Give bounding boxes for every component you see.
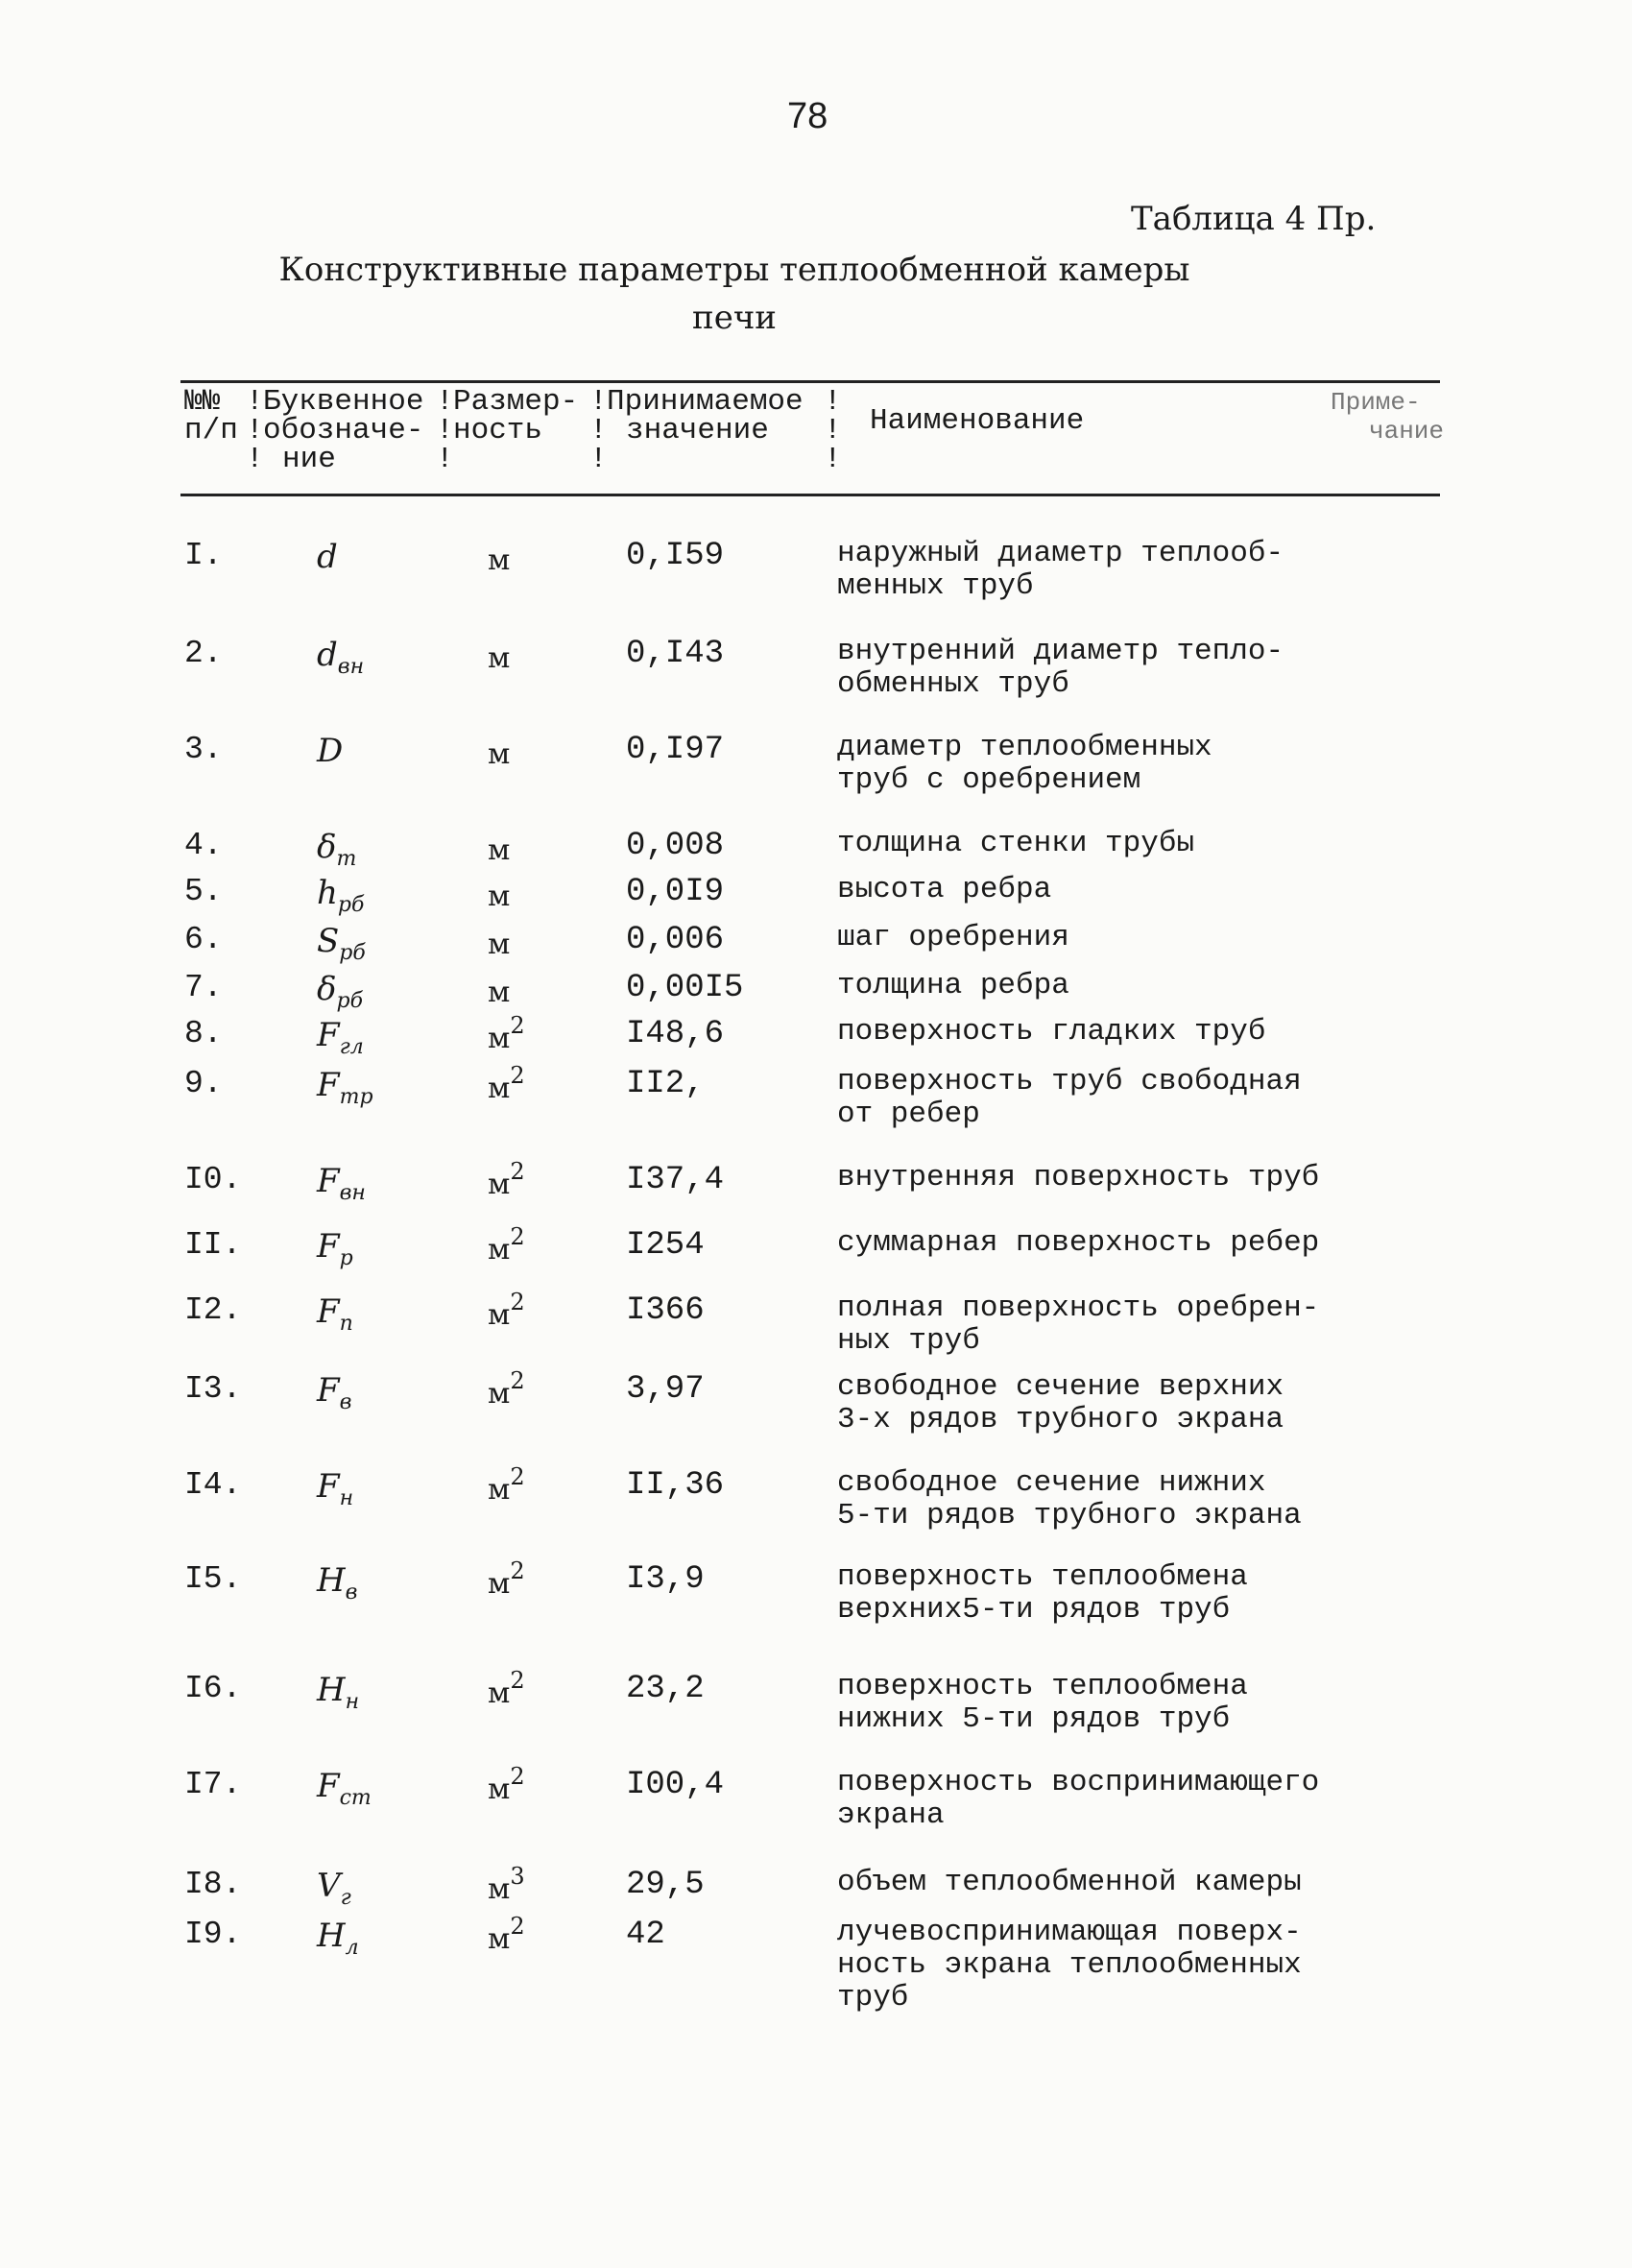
header-value: Принимаемое значение [607, 385, 804, 447]
row-value: 3,97 [626, 1371, 705, 1408]
row-number: 8. [184, 1016, 223, 1051]
row-number: I5. [184, 1561, 242, 1597]
row-unit: м [488, 641, 511, 675]
row-unit: м [488, 833, 511, 867]
row-name: поверхность труб свободная от ребер [837, 1065, 1302, 1131]
row-number: I6. [184, 1671, 242, 1706]
row-name: толщина стенки трубы [837, 827, 1195, 860]
row-symbol: $V_г$ [317, 1867, 351, 1910]
row-number: I4. [184, 1467, 242, 1503]
row-unit: м [488, 976, 511, 1009]
row-value: 0,008 [626, 828, 725, 864]
row-value: I00,4 [626, 1767, 725, 1803]
row-name: лучевоспринимающая поверх- ность экрана теплообменных труб [837, 1916, 1302, 2015]
header-separator: ! ! ! [824, 385, 842, 476]
row-symbol: $\delta_{рб}$ [317, 970, 363, 1013]
row-symbol: $F_{ст}$ [317, 1767, 372, 1810]
row-unit: $м^2$ [488, 1913, 525, 1956]
row-name: свободное сечение верхних 3-х рядов трубного экрана [837, 1370, 1284, 1436]
row-name: наружный диаметр теплооб- менных труб [837, 537, 1284, 603]
row-unit: $м^2$ [488, 1158, 525, 1201]
row-number: 4. [184, 828, 223, 863]
row-value: I3,9 [626, 1561, 705, 1598]
row-value: 23,2 [626, 1671, 705, 1707]
table-top-rule [180, 380, 1440, 383]
row-name: толщина ребра [837, 969, 1069, 1002]
row-unit: $м^2$ [488, 1667, 525, 1710]
row-symbol: $H_н$ [317, 1671, 360, 1714]
row-value: II2, [626, 1066, 705, 1102]
row-number: I. [184, 538, 223, 573]
row-number: 5. [184, 874, 223, 909]
row-number: 9. [184, 1066, 223, 1101]
row-value: 29,5 [626, 1867, 705, 1903]
row-symbol: $F_в$ [317, 1371, 352, 1414]
row-number: I8. [184, 1867, 242, 1902]
row-unit: $м^2$ [488, 1557, 525, 1601]
row-value: 0,I97 [626, 732, 725, 768]
row-unit: м [488, 880, 511, 913]
row-value: 0,I59 [626, 538, 725, 574]
header-separator: ! ! ! [589, 385, 608, 476]
row-symbol: $d_{вн}$ [317, 636, 365, 679]
row-unit: $м^2$ [488, 1763, 525, 1806]
header-name: Наименование [870, 404, 1085, 438]
row-number: 6. [184, 922, 223, 957]
row-name: внутренний диаметр тепло- обменных труб [837, 635, 1284, 701]
header-symbol: Буквенное обозначе- ние [263, 385, 424, 476]
page-number: 78 [787, 96, 828, 136]
row-number: II. [184, 1227, 242, 1263]
row-unit: $м^2$ [488, 1367, 525, 1411]
row-symbol: $F_н$ [317, 1467, 354, 1510]
table-caption: Конструктивные параметры теплообменной камеры [278, 251, 1190, 289]
row-number: 3. [184, 732, 223, 767]
row-value: 0,0I9 [626, 874, 725, 910]
row-unit: м [488, 737, 511, 771]
row-symbol: D [317, 732, 344, 770]
row-symbol: $H_л$ [317, 1917, 359, 1960]
row-number: I0. [184, 1162, 242, 1197]
row-value: I366 [626, 1292, 705, 1329]
row-name: высота ребра [837, 873, 1052, 906]
table-label: Таблица 4 Пр. [1131, 200, 1377, 238]
row-value: 0,006 [626, 922, 725, 958]
row-unit: м [488, 928, 511, 961]
row-name: поверхность теплообмена нижних 5-ти рядов труб [837, 1670, 1248, 1736]
header-note: Приме- чание [1331, 388, 1445, 446]
row-number: 2. [184, 636, 223, 671]
row-name: поверхность гладких труб [837, 1015, 1266, 1049]
row-symbol: $F_{гл}$ [317, 1016, 364, 1059]
row-name: шаг оребрения [837, 921, 1069, 954]
row-symbol: d [317, 538, 338, 576]
row-unit: $м^2$ [488, 1012, 525, 1055]
row-symbol: $F_р$ [317, 1227, 353, 1270]
row-name: объем теплообменной камеры [837, 1866, 1302, 1899]
row-name: поверхность теплообмена верхних5-ти рядов труб [837, 1560, 1248, 1627]
row-symbol: $\delta_т$ [317, 828, 357, 871]
row-value: II,36 [626, 1467, 725, 1504]
row-number: I3. [184, 1371, 242, 1407]
row-unit: м [488, 543, 511, 577]
row-name: поверхность воспринимающего экрана [837, 1766, 1320, 1832]
row-name: свободное сечение нижних 5-ти рядов трубного экрана [837, 1466, 1302, 1532]
header-separator: ! ! ! [436, 385, 454, 476]
row-value: I48,6 [626, 1016, 725, 1052]
row-number: I9. [184, 1917, 242, 1952]
row-value: I37,4 [626, 1162, 725, 1198]
row-number: I7. [184, 1767, 242, 1802]
row-name: суммарная поверхность ребер [837, 1226, 1320, 1260]
row-symbol: $H_в$ [317, 1561, 358, 1604]
row-name: диаметр теплообменных труб с оребрением [837, 731, 1212, 797]
row-symbol: $F_{тр}$ [317, 1066, 373, 1109]
row-value: 42 [626, 1917, 665, 1953]
row-value: I254 [626, 1227, 705, 1264]
row-unit: $м^3$ [488, 1863, 525, 1906]
row-number: I2. [184, 1292, 242, 1328]
row-unit: $м^2$ [488, 1062, 525, 1105]
row-symbol: $h_{рб}$ [317, 874, 365, 917]
row-symbol: $S_{рб}$ [317, 922, 366, 965]
row-value: 0,00I5 [626, 970, 744, 1006]
row-unit: $м^2$ [488, 1289, 525, 1332]
row-name: полная поверхность оребрен- ных труб [837, 1291, 1320, 1358]
row-number: 7. [184, 970, 223, 1005]
table-caption-continued: печи [692, 299, 777, 337]
row-symbol: $F_{вн}$ [317, 1162, 366, 1205]
row-value: 0,I43 [626, 636, 725, 672]
header-num: №№ п/п [184, 385, 238, 447]
header-unit: Размер- ность [453, 385, 579, 447]
table-header-rule [180, 494, 1440, 496]
row-unit: $м^2$ [488, 1463, 525, 1507]
row-name: внутренняя поверхность труб [837, 1161, 1320, 1194]
header-separator: ! ! ! [246, 385, 264, 476]
row-unit: $м^2$ [488, 1223, 525, 1267]
row-symbol: $F_п$ [317, 1292, 353, 1336]
